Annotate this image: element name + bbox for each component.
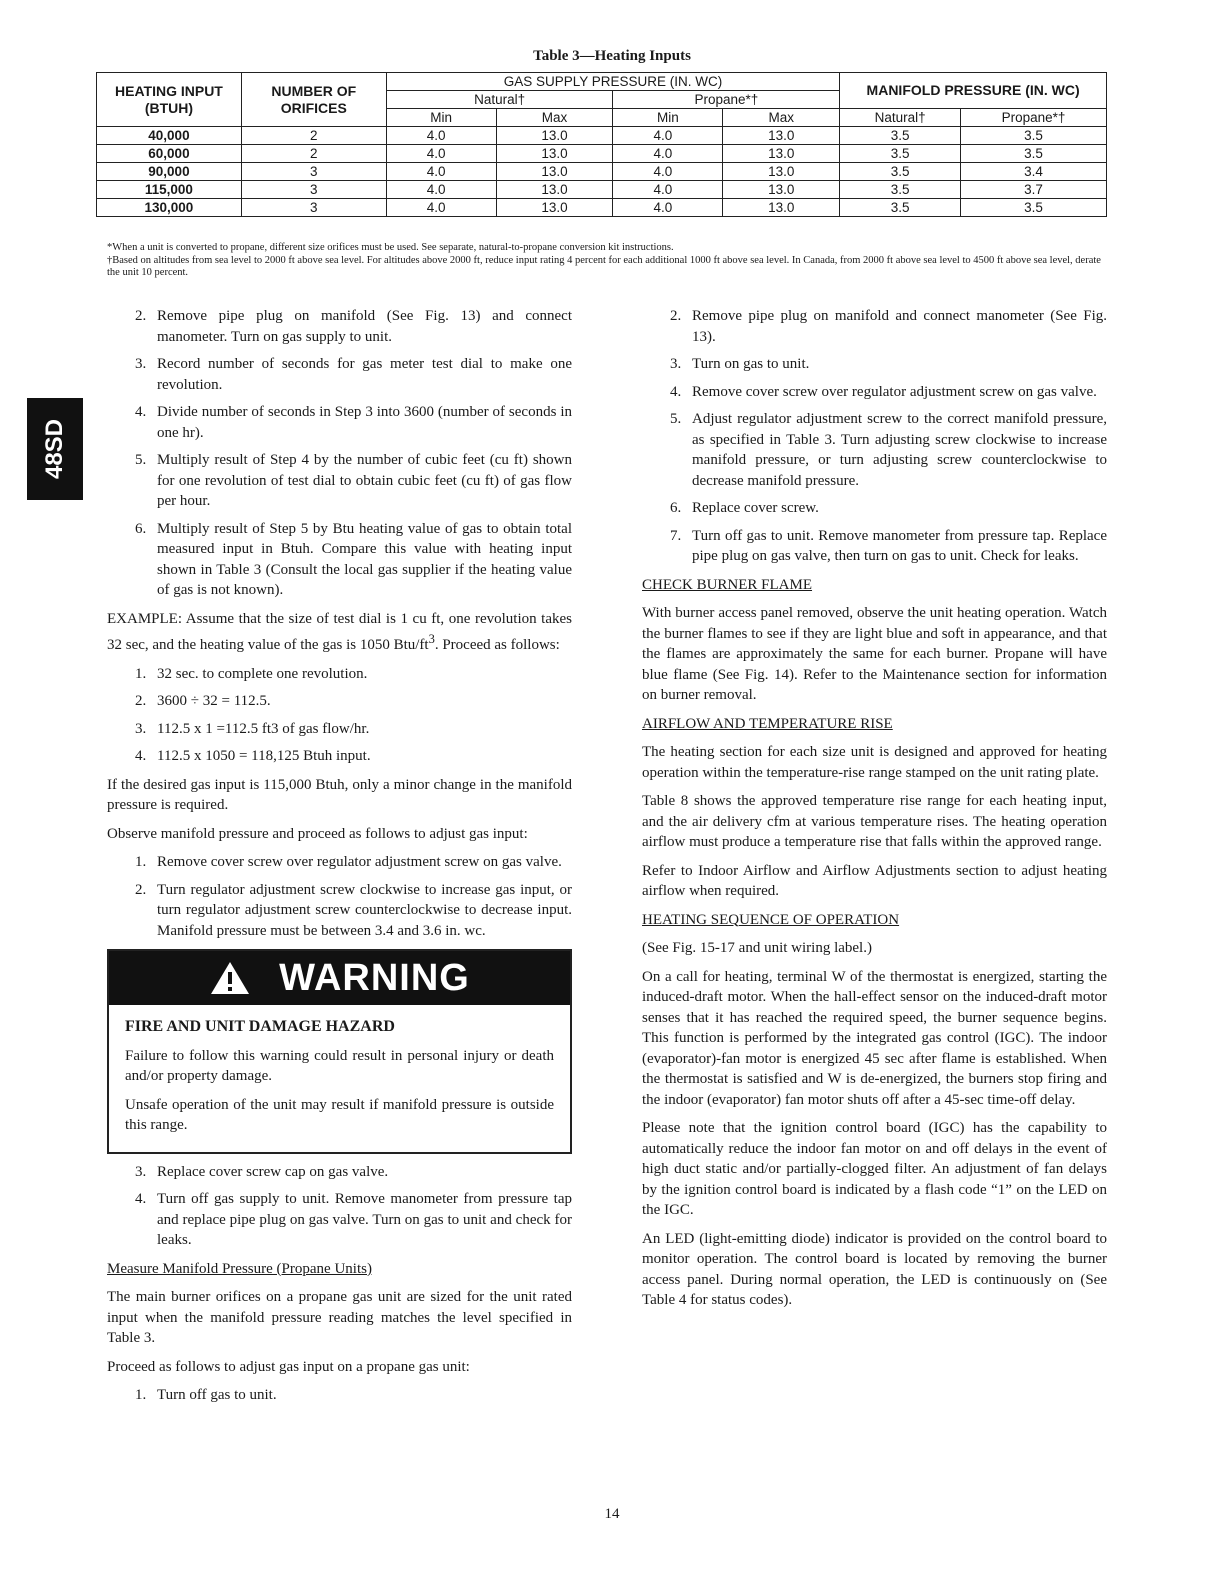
table-cell: 60,000 xyxy=(97,145,242,163)
step-text: Remove pipe plug on manifold (See Fig. 13) and connect manometer. Turn on gas supply to unit. xyxy=(157,308,572,345)
table-note: *When a unit is converted to propane, different size orifices must be used. See separate, natural-to-propane conversion kit instructions. xyxy=(107,242,674,253)
list-item xyxy=(107,880,572,942)
header-max: Max xyxy=(723,109,840,127)
header-manifold: MANIFOLD PRESSURE (IN. WC) xyxy=(840,73,1107,109)
table-body xyxy=(97,127,1107,217)
table-cell: 13.0 xyxy=(723,181,840,199)
table-cell: 13.0 xyxy=(496,181,613,199)
table-cell: 4.0 xyxy=(386,127,496,145)
table-cell: 13.0 xyxy=(723,199,840,217)
list-item xyxy=(642,526,1107,567)
table-cell: 90,000 xyxy=(97,163,242,181)
table-row xyxy=(97,181,1107,199)
list-item xyxy=(642,498,1107,519)
table-cell: 115,000 xyxy=(97,181,242,199)
steps-list-right xyxy=(642,306,1107,567)
table-cell: 40,000 xyxy=(97,127,242,145)
warning-text: Unsafe operation of the unit may result if manifold pressure is outside this range. xyxy=(125,1096,554,1133)
step-text: Turn regulator adjustment screw clockwise to increase gas input, or turn regulator adjustment screw counterclockwise to decrease input. Manifold pressure must be between 3.4 and 3.6 in. wc. xyxy=(157,881,572,939)
list-item xyxy=(107,691,572,712)
table-cell: 3.5 xyxy=(840,127,961,145)
left-column xyxy=(107,306,572,1414)
table-cell: 4.0 xyxy=(613,145,723,163)
step-number: 5. xyxy=(135,452,147,468)
table-cell: 3.5 xyxy=(840,163,961,181)
step-text: Remove cover screw over regulator adjustment screw on gas valve. xyxy=(157,854,562,870)
step-text: Replace cover screw cap on gas valve. xyxy=(157,1163,389,1180)
warning-box xyxy=(107,949,572,1154)
side-tab-label: 48SD xyxy=(41,418,68,480)
paragraph: The heating section for each size unit is designed and approved for heating operation within the temperature-rise range stamped on the unit rating plate. xyxy=(642,744,1107,781)
header-gas-supply: GAS SUPPLY PRESSURE (IN. WC) xyxy=(386,73,840,91)
table-row xyxy=(97,199,1107,217)
table-title: Table 3—Heating Inputs xyxy=(533,48,691,64)
step-number: 1. xyxy=(135,665,147,682)
step-number: 6. xyxy=(135,520,147,537)
list-item xyxy=(107,852,572,873)
paragraph: The main burner orifices on a propane gas unit are sized for the unit rated input when the manifold pressure reading matches the level specified in Table 3. xyxy=(107,1289,572,1346)
step-text: Divide number of seconds in Step 3 into 3600 (number of seconds in one hr). xyxy=(157,404,572,441)
step-number: 2. xyxy=(135,693,147,709)
table-cell: 3.5 xyxy=(961,127,1107,145)
header-orifices: NUMBER OF ORIFICES xyxy=(241,73,386,127)
step-number: 3. xyxy=(670,356,682,372)
step-number: 6. xyxy=(670,500,682,516)
step-text: Turn off gas to unit. xyxy=(157,1387,277,1403)
step-number: 4. xyxy=(135,1191,147,1207)
table-cell: 4.0 xyxy=(613,163,723,181)
table-cell: 2 xyxy=(241,127,386,145)
right-column xyxy=(642,306,1107,1319)
step-number: 5. xyxy=(670,411,682,427)
list-item xyxy=(107,719,572,740)
list-item xyxy=(642,382,1107,403)
table-cell: 3.5 xyxy=(961,199,1107,217)
table-cell: 3 xyxy=(241,181,386,199)
side-tab xyxy=(27,398,83,500)
paragraph: Observe manifold pressure and proceed as follows to adjust gas input: xyxy=(107,825,528,842)
paragraph: Proceed as follows to adjust gas input on a propane gas unit: xyxy=(107,1358,470,1375)
step-number: 1. xyxy=(135,854,147,870)
table-cell: 4.0 xyxy=(613,199,723,217)
list-item xyxy=(107,519,572,601)
step-number: 7. xyxy=(670,527,682,544)
table-cell: 3.7 xyxy=(961,181,1107,199)
step-number: 3. xyxy=(135,356,147,372)
header-propane: Propane*† xyxy=(613,91,840,109)
step-text: 112.5 x 1 =112.5 ft3 of gas flow/hr. xyxy=(157,720,370,737)
steps-list-b xyxy=(107,664,572,767)
table-cell: 13.0 xyxy=(723,163,840,181)
warning-triangle-icon xyxy=(209,960,251,996)
table-cell: 3 xyxy=(241,163,386,181)
warning-banner xyxy=(109,951,570,1005)
section-heading-burner-flame: CHECK BURNER FLAME xyxy=(642,576,813,593)
step-number: 2. xyxy=(135,881,147,898)
paragraph: If the desired gas input is 115,000 Btuh, only a minor change in the manifold pressure is required. xyxy=(107,776,572,813)
header-natural: Natural† xyxy=(386,91,613,109)
example-superscript: 3 xyxy=(428,632,435,646)
header-min: Min xyxy=(386,109,496,127)
table-cell: 3.4 xyxy=(961,163,1107,181)
step-text: Multiply result of Step 5 by Btu heating value of gas to obtain total measured input in Btuh. Compare this value with heating input shown in Table 3 (Consult the local gas supplier if the heating value of gas is not known). xyxy=(157,520,572,598)
table-cell: 4.0 xyxy=(386,163,496,181)
table-notes xyxy=(107,242,1107,280)
table-cell: 3 xyxy=(241,199,386,217)
list-item xyxy=(107,1385,572,1406)
step-number: 2. xyxy=(135,308,147,324)
step-text: Adjust regulator adjustment screw to the correct manifold pressure, as specified in Table 3. Turn adjusting screw clockwise to increase manifold pressure, or turn adjusting screw counterclockwise to decrease manifold pressure. xyxy=(692,411,1107,489)
paragraph: With burner access panel removed, observe the unit heating operation. Watch the burner flames to see if they are light blue and soft in appearance, and that the flames are approximately the same for each burner. Propane will have blue flame (See Fig. 14). Refer to the Maintenance section for information on burner removal. xyxy=(642,605,1107,703)
list-item xyxy=(642,306,1107,347)
paragraph: Refer to Indoor Airflow and Airflow Adjustments section to adjust heating airflow when required. xyxy=(642,862,1107,899)
table-cell: 3.5 xyxy=(840,181,961,199)
section-heading-propane: Measure Manifold Pressure (Propane Units) xyxy=(107,1260,372,1277)
warning-text: Failure to follow this warning could result in personal injury or death and/or property damage. xyxy=(125,1047,554,1084)
section-heading-sequence: HEATING SEQUENCE OF OPERATION xyxy=(642,911,900,928)
steps-list-a xyxy=(107,306,572,601)
steps-list-e xyxy=(107,1385,572,1406)
list-item xyxy=(107,1189,572,1251)
table-note: †Based on altitudes from sea level to 2000 ft above sea level. For altitudes above 2000 ft, reduce input rating 4 percent for each additional 1000 ft above sea level. In Canada, from 2000 ft above sea level to 4500 ft above sea level, derate the unit 10 percent. xyxy=(107,254,1101,278)
example-text-end: . Proceed as follows: xyxy=(434,637,560,653)
step-number: 4. xyxy=(135,404,147,420)
step-text: 32 sec. to complete one revolution. xyxy=(157,665,368,682)
list-item xyxy=(107,402,572,443)
step-text: Multiply result of Step 4 by the number of cubic feet (cu ft) shown for one revolution of test dial to obtain cubic feet (cu ft) of gas flow per hour. xyxy=(157,452,572,509)
list-item xyxy=(107,664,572,685)
list-item xyxy=(642,409,1107,491)
example-text: EXAMPLE: Assume that the size of test dial is 1 cu ft, one revolution takes 32 sec, and the heating value of the gas is 1050 Btu/ft xyxy=(107,610,572,653)
table-cell: 4.0 xyxy=(613,181,723,199)
page-number: 14 xyxy=(604,1506,620,1522)
paragraph: On a call for heating, terminal W of the thermostat is energized, starting the induced-draft motor. When the hall-effect sensor on the induced-draft motor senses that it has reached the required speed, the burner sequence begins. This function is performed by the integrated gas control (IGC). The indoor (evaporator)-fan motor is energized 45 sec after flame is established. When the thermostat is satisfied and W is de-energized, the burners stop firing and the indoor (evaporator) fan motor shuts off after a 45-sec time-off delay. xyxy=(642,968,1107,1108)
list-item xyxy=(107,1162,572,1183)
table-cell: 13.0 xyxy=(723,127,840,145)
list-item xyxy=(107,354,572,395)
header-heating-input: HEATING INPUT (BTUH) xyxy=(97,73,242,127)
table-row xyxy=(97,163,1107,181)
step-number: 1. xyxy=(135,1387,147,1403)
header-manifold-natural: Natural† xyxy=(840,109,961,127)
table-cell: 13.0 xyxy=(723,145,840,163)
step-number: 4. xyxy=(670,383,682,400)
table-cell: 4.0 xyxy=(386,199,496,217)
steps-list-c xyxy=(107,852,572,941)
paragraph: Table 8 shows the approved temperature rise range for each heating input, and the air delivery cfm at various temperature rises. The heating operation airflow must produce a temperature rise that falls within the approved range. xyxy=(642,793,1107,850)
list-item xyxy=(107,450,572,512)
section-heading-airflow: AIRFLOW AND TEMPERATURE RISE xyxy=(642,715,893,732)
step-text: Remove pipe plug on manifold and connect manometer (See Fig. 13). xyxy=(692,308,1107,345)
table-cell: 13.0 xyxy=(496,199,613,217)
table-row xyxy=(97,145,1107,163)
warning-heading: FIRE AND UNIT DAMAGE HAZARD xyxy=(125,1018,395,1035)
table-cell: 4.0 xyxy=(386,181,496,199)
step-text: Turn off gas supply to unit. Remove manometer from pressure tap and replace pipe plug on gas valve. Turn on gas to unit and check for leaks. xyxy=(157,1191,572,1248)
warning-label: WARNING xyxy=(279,956,470,999)
list-item xyxy=(107,746,572,767)
table-cell: 13.0 xyxy=(496,163,613,181)
paragraph: An LED (light-emitting diode) indicator is provided on the control board to monitor operation. The control board is located by removing the burner access panel. During normal operation, the LED is continuously on (See Table 4 for status codes). xyxy=(642,1230,1107,1308)
step-text: Replace cover screw. xyxy=(692,500,819,516)
step-number: 3. xyxy=(135,720,147,737)
table-row xyxy=(97,127,1107,145)
warning-body xyxy=(109,1005,570,1152)
header-max: Max xyxy=(496,109,613,127)
step-number: 2. xyxy=(670,308,682,324)
header-min: Min xyxy=(613,109,723,127)
table-cell: 130,000 xyxy=(97,199,242,217)
example-paragraph xyxy=(107,609,572,656)
table-cell: 3.5 xyxy=(840,199,961,217)
step-number: 3. xyxy=(135,1163,147,1180)
step-text: Record number of seconds for gas meter test dial to make one revolution. xyxy=(157,356,572,393)
table-cell: 3.5 xyxy=(961,145,1107,163)
table-cell: 2 xyxy=(241,145,386,163)
table-cell: 13.0 xyxy=(496,145,613,163)
step-text: Turn on gas to unit. xyxy=(692,356,810,372)
steps-list-d xyxy=(107,1162,572,1251)
step-text: 3600 ÷ 32 = 112.5. xyxy=(157,693,271,709)
paragraph: Please note that the ignition control board (IGC) has the capability to automatically reduce the indoor fan motor on and off delays in the event of high duct static and/or partially-clogged filter. An adjustment of fan delays by the ignition control board is indicated by a flash code “1” on the LED on the IGC. xyxy=(642,1120,1107,1218)
step-text: Remove cover screw over regulator adjustment screw on gas valve. xyxy=(692,383,1097,400)
list-item xyxy=(642,354,1107,375)
table-cell: 4.0 xyxy=(386,145,496,163)
table-cell: 3.5 xyxy=(840,145,961,163)
paragraph: (See Fig. 15-17 and unit wiring label.) xyxy=(642,940,872,956)
table-cell: 13.0 xyxy=(496,127,613,145)
step-text: Turn off gas to unit. Remove manometer from pressure tap. Replace pipe plug on gas valve, then turn on gas to unit. Check for leaks. xyxy=(692,527,1107,564)
step-text: 112.5 x 1050 = 118,125 Btuh input. xyxy=(157,748,371,764)
heating-inputs-table xyxy=(96,72,1107,217)
list-item xyxy=(107,306,572,347)
table-cell: 4.0 xyxy=(613,127,723,145)
header-manifold-propane: Propane*† xyxy=(961,109,1107,127)
step-number: 4. xyxy=(135,748,147,764)
